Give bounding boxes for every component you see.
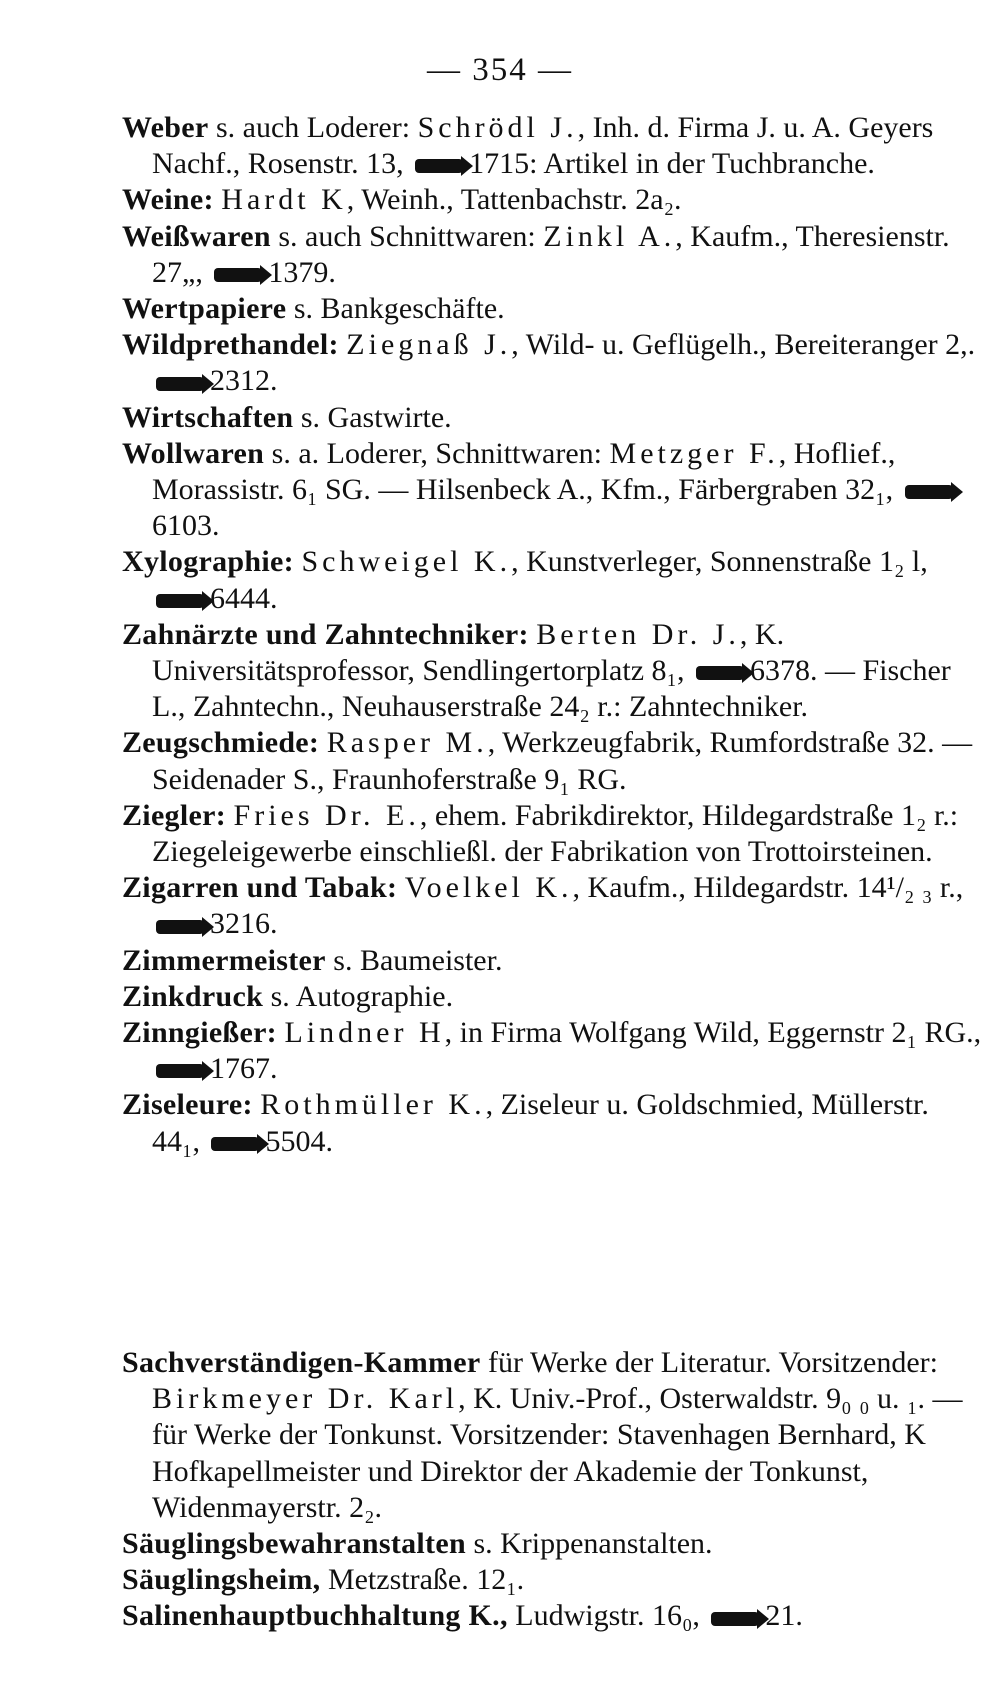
entry-details: , Kunstverleger, Sonnenstraße 1₂ l,: [511, 545, 928, 579]
entry-heading: Wollwaren: [122, 436, 265, 470]
entry-details: , ehem. Fabrikdirektor, Hildegardstraße 1₂ r.: Ziegeleigewerbe einschließl. der Fabrikation von Trottoirsteinen.: [152, 798, 959, 869]
entry-heading: Ziegler:: [122, 798, 227, 832]
entry-text: Metzstraße. 12₁.: [320, 1563, 525, 1597]
entry-text: s. auch Loderer:: [208, 111, 418, 144]
directory-entry: [122, 1087, 982, 1159]
telephone-number: 5504: [265, 1124, 326, 1158]
entry-tail: .: [270, 364, 278, 398]
entry-heading: Zahnärzte und Zahntechniker:: [122, 617, 529, 651]
directory-entry: [122, 979, 982, 1015]
entry-heading: Sachverständigen-Kammer: [122, 1346, 481, 1379]
entry-tail: .: [328, 255, 336, 289]
telephone-icon: [156, 594, 204, 608]
entry-name: Ziegnaß J.: [346, 328, 512, 362]
entry-heading: Xylographie:: [122, 545, 294, 579]
entry-text: Ludwigstr. 16₀,: [507, 1599, 708, 1633]
entry-details: , Kaufm., Hildegardstr. 14¹/₂ ₃ r.,: [572, 871, 964, 905]
telephone-number: 1767: [210, 1052, 270, 1086]
entry-tail: .: [212, 509, 220, 543]
directory-entry: [122, 400, 982, 436]
entry-heading: Zimmermeister: [122, 943, 326, 977]
directory-entry: [122, 943, 982, 979]
entry-heading: Wertpapiere: [122, 292, 287, 326]
entry-name: Voelkel K.: [404, 871, 573, 905]
telephone-icon: [211, 1137, 259, 1151]
directory-entry: [122, 1345, 982, 1526]
entry-heading: Zigarren und Tabak:: [122, 871, 398, 905]
directory-entry: [122, 1562, 982, 1598]
entry-heading: Zinngießer:: [122, 1016, 277, 1050]
entry-name: Hardt K: [221, 183, 347, 217]
telephone-number: 2312: [210, 364, 270, 398]
entry-tail: . — Fischer L., Zahntechn., Neuhauserstraße 24₂ r.: Zahntechniker.: [152, 654, 951, 724]
telephone-number: 6378: [749, 654, 810, 688]
entry-name: Birkmeyer Dr. Karl: [152, 1382, 459, 1416]
entry-heading: Säuglingsheim,: [122, 1563, 321, 1597]
directory-entries-appendix: [122, 1345, 982, 1635]
directory-entry: [122, 870, 982, 942]
entry-text: [397, 871, 405, 904]
directory-entries: [122, 110, 982, 1160]
entry-name: Lindner H: [284, 1016, 445, 1050]
telephone-icon: [156, 1064, 204, 1078]
entry-heading: Zeugschmiede:: [122, 726, 320, 760]
telephone-number: 21: [765, 1599, 796, 1633]
directory-entry: [122, 327, 982, 399]
telephone-icon: [696, 666, 744, 680]
entry-details: , Inh. d. Firma J. u. A. Geyers Nachf., Rosenstr. 13,: [152, 111, 934, 181]
entry-text: s. Gastwirte.: [293, 400, 452, 434]
telephone-number: 1379: [268, 255, 329, 289]
entry-text: s. a. Loderer, Schnittwaren:: [264, 436, 610, 470]
directory-entry: [122, 1598, 982, 1634]
entry-heading: Wirtschaften: [122, 400, 294, 434]
directory-entry: [122, 544, 982, 616]
entry-heading: Zinkdruck: [122, 979, 264, 1013]
entry-heading: Weber: [122, 111, 209, 144]
entry-tail: .: [325, 1124, 333, 1158]
entry-name: Rasper M.: [326, 726, 488, 760]
entry-tail: : Artikel in der Tuchbranche.: [529, 147, 875, 181]
entry-details: , Hoflief., Morassistr. 6₁ SG. — Hilsenbeck A., Kfm., Färbergraben 32₁,: [152, 436, 901, 507]
entry-text: s. Krippenanstalten.: [465, 1527, 713, 1561]
entry-name: Rothmüller K.: [260, 1088, 486, 1122]
entry-details: , K. Universitätsprofessor, Sendlingertorplatz 8₁,: [152, 617, 785, 688]
entry-text: [226, 799, 234, 832]
directory-entry: [122, 1526, 982, 1562]
directory-entry: [122, 110, 982, 182]
entry-name: Metzger F.: [609, 436, 779, 470]
telephone-icon: [711, 1612, 759, 1626]
entry-heading: Säuglingsbewahranstalten: [122, 1527, 466, 1561]
directory-entry: [122, 1015, 982, 1087]
entry-tail: .: [270, 581, 278, 615]
directory-entry: [122, 725, 982, 797]
entry-details: , K. Univ.-Prof., Osterwaldstr. 9₀ ₀ u. ₁. — für Werke der Tonkunst. Vorsitzender: Stavenhagen Bernhard, K Hofkapellmeister und Direktor der Akademie der Tonkunst, Widenmayerstr. 2₂.: [152, 1382, 963, 1524]
directory-entry: [122, 436, 982, 545]
entry-text: für Werke der Literatur. Vorsitzender:: [480, 1346, 938, 1379]
entry-text: s. Autographie.: [263, 979, 454, 1013]
entry-tail: .: [270, 907, 278, 941]
entry-details: , Weinh., Tattenbachstr. 2a₂.: [346, 183, 682, 217]
directory-entry: [122, 182, 982, 218]
entry-name: Berten Dr. J.: [536, 617, 740, 651]
entry-heading: Salinenhauptbuchhaltung K.,: [122, 1599, 508, 1633]
directory-entry: [122, 798, 982, 870]
entry-details: , Ziseleur u. Goldschmied, Müllerstr. 44₁,: [152, 1088, 929, 1158]
entry-text: [319, 726, 327, 759]
telephone-icon: [156, 377, 204, 391]
entry-name: Fries Dr. E.: [233, 798, 420, 832]
telephone-number: 1715: [469, 147, 530, 181]
entry-heading: Weißwaren: [122, 219, 271, 253]
telephone-number: 6444: [210, 581, 270, 615]
entry-tail: .: [270, 1052, 278, 1086]
directory-entry: [122, 219, 982, 291]
entry-heading: Weine:: [122, 183, 214, 217]
entry-heading: Ziseleure:: [122, 1088, 253, 1122]
directory-entry: [122, 617, 982, 726]
entry-details: , Werkzeugfabrik, Rumfordstraße 32. — Seidenader S., Fraunhoferstraße 9₁ RG.: [152, 726, 973, 796]
page-number: — 354 —: [427, 52, 573, 88]
entry-text: s. Bankgeschäfte.: [286, 292, 505, 326]
entry-name: Schrödl J.: [417, 111, 578, 144]
entry-name: Zinkl A.: [543, 219, 676, 253]
directory-entry: [122, 291, 982, 327]
telephone-icon: [214, 268, 262, 282]
entry-heading: Wildprethandel:: [122, 328, 339, 362]
telephone-number: 3216: [210, 907, 270, 941]
telephone-number: 6103: [152, 509, 212, 543]
entry-details: , in Firma Wolfgang Wild, Eggernstr 2₁ RG.,: [444, 1016, 982, 1050]
entry-name: Schweigel K.: [301, 545, 512, 579]
entry-details: , Wild- u. Geflügelh., Bereiteranger 2,.: [511, 328, 976, 362]
telephone-icon: [415, 159, 463, 173]
entry-tail: .: [795, 1599, 803, 1633]
telephone-icon: [156, 920, 204, 934]
telephone-icon: [905, 485, 953, 499]
entry-text: s. auch Schnittwaren:: [270, 219, 544, 253]
entry-text: s. Baumeister.: [325, 943, 503, 977]
entry-details: , Kaufm., Theresienstr. 27„,: [152, 219, 950, 289]
